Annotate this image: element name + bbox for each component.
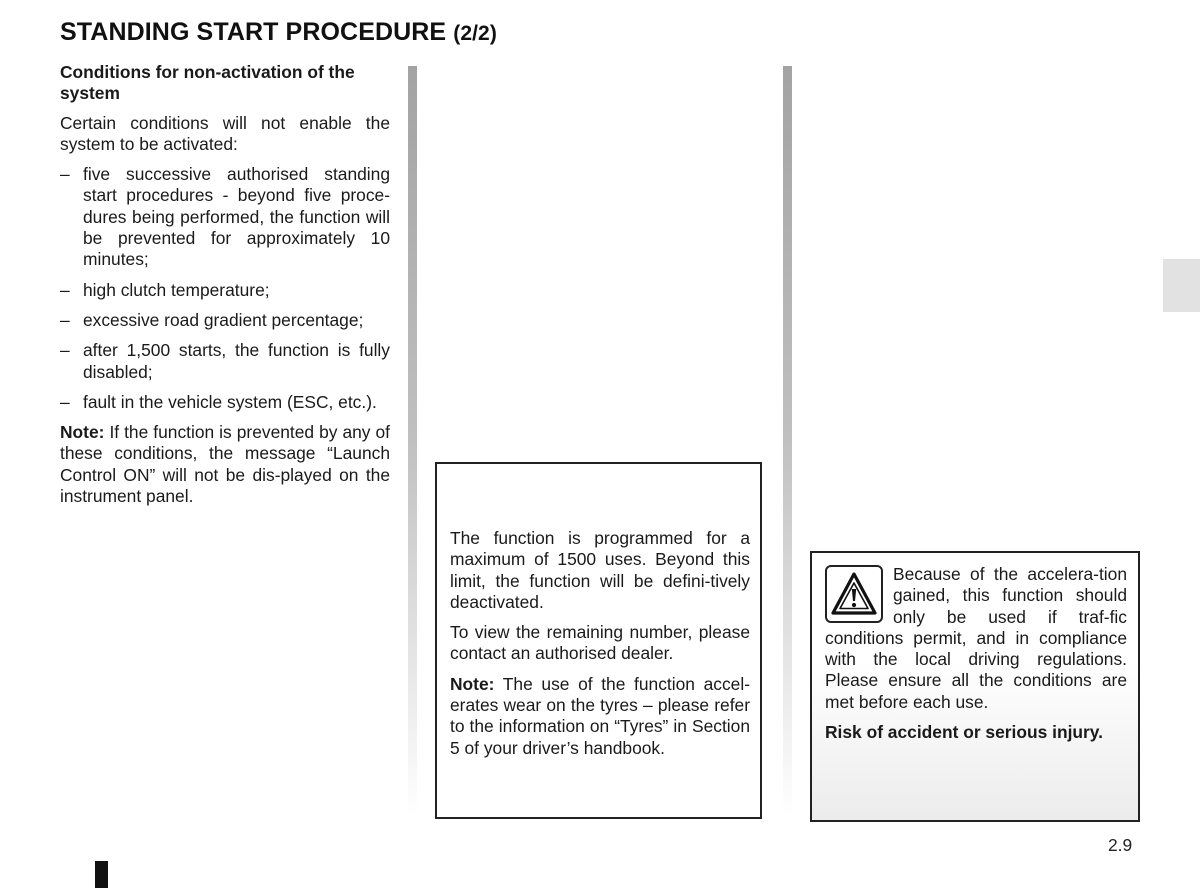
bullet-dash: – [60,391,70,412]
list-item-text: five successive authorised standing start procedures - beyond five proce-dures being performed, the function will be prevented for approximately 10 minutes; [83,164,390,270]
note-paragraph [60,422,390,507]
page-title [60,18,497,47]
bullet-dash: – [60,279,70,300]
page-part-indicator: (2/2) [453,22,497,45]
list-item [60,340,390,383]
note-text: If the function is prevented by any of these conditions, the message “Launch Control ON” will not be dis-played on the instrument panel. [60,422,390,507]
info-box [435,462,762,819]
warning-emphasis: Risk of accident or serious injury. [825,722,1104,743]
conditions-list [60,164,390,413]
bullet-dash: – [60,340,70,361]
list-item [60,280,390,301]
info-note-label: Note: [450,673,495,694]
warning-box-content [825,564,1127,752]
column-divider-bar [783,66,792,816]
list-item-text: high clutch temperature; [83,279,270,300]
warning-triangle-icon [825,565,883,623]
warning-box [810,551,1140,822]
section-heading: Conditions for non-activation of the system [60,62,355,104]
info-note [450,674,750,759]
section-tab [1163,259,1200,312]
bullet-dash: – [60,164,70,185]
list-item-text: after 1,500 starts, the function is fully disabled; [83,340,390,382]
intro-paragraph: Certain conditions will not enable the system to be activated: [60,112,390,154]
list-item-text: fault in the vehicle system (ESC, etc.). [83,391,377,412]
warning-text: Because of the accelera-tion gained, this function should only be used if traf-fic conditions permit, and in compliance with the local driving regulations. Please ensure all the conditions are met before each use. [825,564,1127,712]
bullet-dash: – [60,309,70,330]
info-box-content [450,528,750,768]
corner-marker [95,861,108,888]
list-item [60,392,390,413]
list-item [60,164,390,270]
list-item [60,310,390,331]
page-title-text: STANDING START PROCEDURE [60,18,447,46]
page-number: 2.9 [1108,835,1133,855]
left-column [60,62,390,516]
note-label: Note: [60,422,105,443]
column-divider-bar [408,66,417,816]
list-item-text: excessive road gradient percentage; [83,309,364,330]
info-note-text: The use of the function accel-erates wear on the tyres – please refer to the information on “Tyres” in Section 5 of your driver’s handbook. [450,673,750,758]
info-paragraph: To view the remaining number, please contact an authorised dealer. [450,622,750,664]
info-paragraph: The function is programmed for a maximum of 1500 uses. Beyond this limit, the function will be defini-tively deactivated. [450,528,750,612]
